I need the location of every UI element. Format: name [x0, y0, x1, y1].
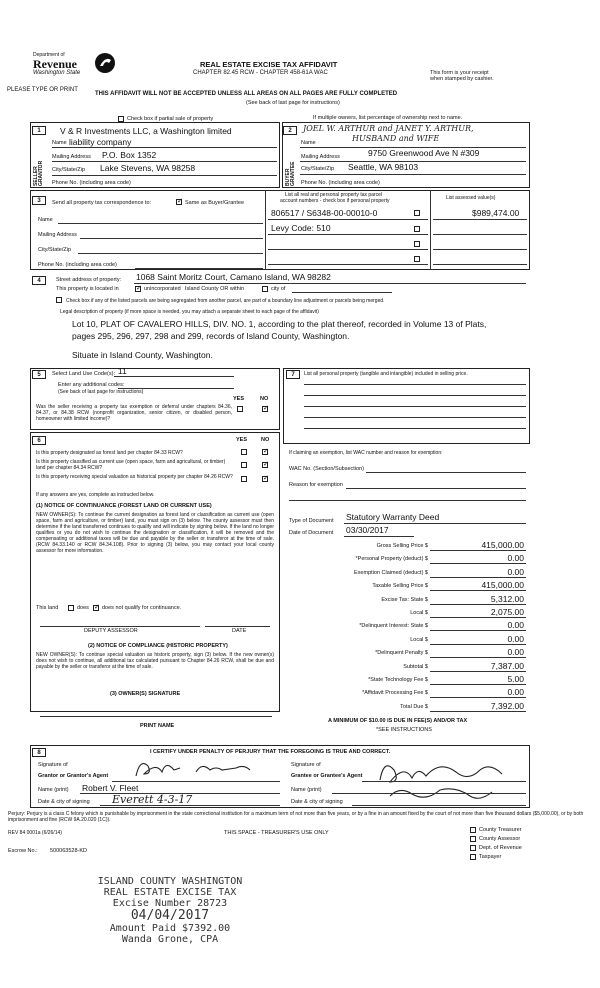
land-does-label: This land	[36, 605, 59, 611]
does-not-qualify-checkbox[interactable]	[93, 605, 99, 611]
buyer-side-label: BUYER GRANTEE	[285, 161, 296, 186]
buyer-phone-label: Phone No. (including area code)	[301, 180, 380, 186]
does-label: does	[77, 605, 89, 611]
section-5-no: NO	[260, 396, 269, 402]
tax-row-label: *Delinquent Penalty $	[375, 650, 428, 656]
tax-row-value[interactable]: 415,000.00	[481, 540, 524, 550]
grantee-signature-label-2: Grantee or Grantee's Agent	[291, 773, 363, 779]
seller-side-label: SELLER GRANTOR	[33, 160, 44, 186]
logo-state-text: Washington State	[33, 70, 81, 76]
buyer-handwritten-names-2[interactable]: HUSBAND and WIFE	[352, 134, 440, 143]
unincorporated-label: unincorporated	[144, 286, 181, 292]
section-6-number: 6	[32, 436, 46, 445]
exemption-yes-checkbox[interactable]	[237, 406, 243, 412]
seller-address-value[interactable]: P.O. Box 1352	[102, 150, 157, 160]
treasurer-space: THIS SPACE - TREASURER'S USE ONLY	[224, 830, 329, 836]
copy-assessor-checkbox[interactable]	[470, 836, 476, 842]
tax-row-value[interactable]: 0.00	[507, 553, 524, 563]
legal-description-line-3[interactable]: Situate in Island County, Washington.	[72, 350, 213, 360]
does-not-label: does not qualify for continuance.	[102, 605, 182, 611]
tax-row-value[interactable]: 7,387.00	[490, 661, 524, 671]
copy-taxpayer-label: Taxpayer	[479, 854, 502, 860]
current-use-yes-checkbox[interactable]	[241, 462, 247, 468]
tax-row-label: *Affidavit Processing Fee $	[362, 690, 428, 696]
document-date-label: Date of Document	[289, 530, 334, 536]
same-as-buyer-checkbox[interactable]	[176, 199, 182, 205]
tax-row-label: Local $	[410, 610, 428, 616]
assessed-1-value[interactable]: $989,474.00	[472, 208, 520, 218]
section-3-number: 3	[32, 196, 46, 205]
parcel-header-1: List all real and personal property tax parcel	[285, 192, 382, 198]
document-type-label: Type of Document	[289, 518, 334, 524]
escrow-value: 500063528-KD	[50, 848, 88, 854]
perjury-certify: I CERTIFY UNDER PENALTY OF PERJURY THAT THE FOREGOING IS TRUE AND CORRECT.	[150, 749, 391, 755]
seller-name-value[interactable]: V & R Investments LLC, a Washington limited	[60, 126, 232, 136]
section-7-number: 7	[286, 370, 300, 379]
assessor-date-label: DATE	[232, 628, 247, 634]
section-8-number: 8	[32, 748, 46, 757]
parcel-1-value[interactable]: 806517 / S6348-00-00010-0	[271, 208, 378, 218]
notice-2-body: NEW OWNER(S): To continue special valuation as historic property, sign (3) below. If the new owner(s) does not wish to continue, all additional tax calculated pursuant to Chapter 84.26 RCW, shall be due and payable by the seller or transferor at the time of sale.	[36, 652, 274, 670]
section-5-yes: YES	[233, 396, 245, 402]
section-6-yes: YES	[236, 437, 248, 443]
legal-description-line-1[interactable]: Lot 10, PLAT OF CAVALERO HILLS, DIV. NO. 1, according to the plat thereof, recorded in Volume 13 of Plats,	[72, 319, 487, 329]
copy-taxpayer-checkbox[interactable]	[470, 854, 476, 860]
seller-name-label: Name	[52, 140, 67, 146]
document-date-value[interactable]: 03/30/2017	[346, 525, 389, 535]
receipt-note-1: This form is your receipt	[430, 70, 489, 76]
notice-1-title: (1) NOTICE OF CONTINUANCE (FOREST LAND OR CURRENT USE)	[36, 503, 212, 509]
legal-description-label: Legal description of property (if more space is needed, you may attach a separate sheet to each page of the affidavit)	[60, 309, 319, 315]
wac-number-label: WAC No. (Section/Subsection)	[289, 466, 364, 472]
correspondence-label: Send all property tax correspondence to:	[52, 200, 152, 206]
reason-label: Reason for exemption	[289, 482, 343, 488]
seller-city-label: City/State/Zip	[52, 167, 86, 173]
grantor-name-label: Name (print)	[38, 787, 69, 793]
grantee-date-label: Date & city of signing	[291, 799, 343, 805]
historic-yes-checkbox[interactable]	[241, 476, 247, 482]
tax-row-value[interactable]: 7,392.00	[490, 701, 524, 711]
tax-row-label: Gross Selling Price $	[376, 543, 428, 549]
tax-row-value[interactable]: 0.00	[507, 634, 524, 644]
notice-2-title: (2) NOTICE OF COMPLIANCE (HISTORIC PROPERTY)	[88, 643, 228, 649]
grantor-date-label: Date & city of signing	[38, 799, 90, 805]
buyer-address-value[interactable]: 9750 Greenwood Ave N #309	[368, 148, 480, 158]
minimum-fee-note: A MINIMUM OF $10.00 IS DUE IN FEE(S) AND/OR TAX	[328, 718, 468, 724]
parcel-3-personal-checkbox[interactable]	[414, 241, 420, 247]
correspondence-phone-label: Phone No. (including area code)	[38, 262, 117, 268]
owner-signature-label: (3) OWNER(S) SIGNATURE	[110, 691, 181, 697]
forest-no-checkbox[interactable]	[262, 449, 268, 455]
exemption-no-checkbox[interactable]	[262, 406, 268, 412]
buyer-address-label: Mailing Address	[301, 154, 340, 160]
see-instructions-note: *SEE INSTRUCTIONS	[376, 727, 432, 733]
tax-row-label: *Delinquent Interest: State $	[359, 623, 428, 629]
parcel-1-personal-checkbox[interactable]	[414, 210, 420, 216]
current-use-no-checkbox[interactable]	[262, 462, 268, 468]
stamp-line-excise-number: Excise Number 28723	[112, 898, 228, 909]
section-6-no: NO	[261, 437, 270, 443]
city-of-label: city of	[271, 286, 286, 292]
form-title: REAL ESTATE EXCISE TAX AFFIDAVIT	[200, 60, 338, 69]
grantor-signature-label-1: Signature of	[38, 762, 68, 768]
land-use-value[interactable]: 11	[118, 366, 127, 376]
grantor-date-city[interactable]: Everett 4-3-17	[112, 793, 193, 806]
unincorporated-checkbox[interactable]	[135, 286, 141, 292]
city-checkbox[interactable]	[262, 286, 268, 292]
legal-description-line-2[interactable]: pages 295, 296, 297, 298 and 299, records of Island County, Washington.	[72, 331, 350, 341]
multiple-owners-note: If multiple owners, list percentage of ownership next to name.	[313, 115, 463, 121]
historic-no-checkbox[interactable]	[262, 476, 268, 482]
grantor-name-value[interactable]: Robert V. Fleet	[82, 783, 139, 793]
tax-row-value[interactable]: 0.00	[507, 620, 524, 630]
seller-phone-label: Phone No. (including area code)	[52, 180, 131, 186]
notice-1-body: NEW OWNER(S): To continue the current designation as forest land or classification as current use (open space, farm and agriculture, or timber) land, you must sign on (3) below. The county assessor must then determine if the land transferred continues to qualify and will indicate by signing below. If the land no longer qualifies or you do not wish to continue the designation or classification, it will be removed and the compensating or additional taxes will be due and payable by the seller or transferor at the time of sale. (RCW 84.33.140 or RCW 84.34.108). Prior to signing (3) below, you may contact your local county assessor for more information.	[36, 512, 274, 554]
parcel-2-value[interactable]: Levy Code: 510	[271, 223, 331, 233]
seller-name-value-2[interactable]: liability company	[69, 137, 132, 147]
grantor-signature-scribble	[126, 756, 266, 780]
document-type-value[interactable]: Statutory Warranty Deed	[346, 512, 440, 522]
form-warning: THIS AFFIDAVIT WILL NOT BE ACCEPTED UNLESS ALL AREAS ON ALL PAGES ARE FULLY COMPLETED	[95, 91, 398, 97]
grantee-signature-scribble	[360, 752, 520, 808]
buyer-city-label: City/State/Zip	[301, 166, 335, 172]
tax-row-value[interactable]: 5.00	[507, 674, 524, 684]
tax-row-value[interactable]: 0.00	[507, 567, 524, 577]
tax-row-label: Taxable Selling Price $	[372, 583, 428, 589]
section-4-number: 4	[32, 276, 46, 285]
forest-yes-checkbox[interactable]	[241, 449, 247, 455]
copy-treasurer-checkbox[interactable]	[470, 827, 476, 833]
personal-property-label: List all personal property (tangible and intangible) included in selling price.	[304, 371, 468, 377]
tax-row-label: Exemption Claimed (deduct) $	[354, 570, 428, 576]
type-or-print: PLEASE TYPE OR PRINT	[7, 87, 78, 93]
print-name-label: PRINT NAME	[140, 723, 175, 729]
grantor-signature-label-2: Grantor or Grantor's Agent	[38, 773, 109, 779]
county-text: Island County OR within	[185, 286, 244, 292]
tax-row-label: Subtotal $	[403, 664, 428, 670]
parcel-4-personal-checkbox[interactable]	[414, 256, 420, 262]
stamp-line-treasurer: Wanda Grone, CPA	[121, 934, 219, 945]
receipt-note-2: when stamped by cashier.	[430, 76, 494, 82]
tax-row-value[interactable]: 2,075.00	[490, 607, 524, 617]
dor-logo	[6, 50, 136, 84]
segregating-label: Check box if any of the listed parcels are being segregated from another parcel, are part of a boundary line adjustment or parcels being merged.	[66, 298, 385, 304]
section-1-number: 1	[32, 126, 46, 135]
seller-address-label: Mailing Address	[52, 154, 91, 160]
street-address-value[interactable]: 1068 Saint Moritz Court, Camano Island, WA 98282	[136, 272, 331, 282]
form-chapter: CHAPTER 82.45 RCW - CHAPTER 458-61A WAC	[193, 70, 328, 76]
current-use-question: Is this property classified as current use (open space, farm and agricultural, or timber) land per chapter 84.34 RCW?	[36, 459, 226, 471]
deputy-assessor-label: DEPUTY ASSESSOR	[84, 628, 138, 634]
buyer-handwritten-names[interactable]: JOEL W. ARTHUR and JANET Y. ARTHUR,	[303, 124, 474, 133]
section-5-number: 5	[32, 370, 46, 379]
tax-row-value[interactable]: 415,000.00	[481, 580, 524, 590]
street-address-label: Street address of property:	[56, 277, 122, 283]
correspondence-name-label: Name	[38, 217, 53, 223]
tax-row-label: Local $	[410, 637, 428, 643]
tax-row-label: Excise Tax: State $	[381, 597, 428, 603]
exemption-question: Was the seller receiving a property tax exemption or deferral under chapters 84.36, 84.37, or 84.38 RCW (nonprofit organization, senior citizen, or disabled person, homeowner with limited income)?	[36, 404, 232, 422]
copy-assessor-label: County Assessor	[479, 836, 521, 842]
seller-city-value[interactable]: Lake Stevens, WA 98258	[100, 163, 196, 173]
any-yes-note: If any answers are yes, complete as instructed below.	[36, 492, 155, 498]
logo-revenue-text: Revenue	[33, 57, 77, 71]
perjury-notice: Perjury: Perjury is a class C felony which is punishable by imprisonment in the state correctional institution for a maximum term of not more than five years, or by a fine in an amount fixed by the court of not more than five thousand dollars ($5,000.00), or by both imprisonment and fine (RCW 9A.20.020 (1C)).	[8, 811, 584, 823]
copy-treasurer-label: County Treasurer	[479, 827, 522, 833]
tax-row-value[interactable]: 0.00	[507, 647, 524, 657]
grantee-signature-label-1: Signature of	[291, 762, 321, 768]
grantee-name-label: Name (print)	[291, 787, 322, 793]
buyer-city-value[interactable]: Seattle, WA 98103	[348, 162, 419, 172]
dor-logo-icon	[94, 52, 116, 74]
tax-row-label: *Personal Property (deduct) $	[355, 556, 428, 562]
stamp-line-date: 04/04/2017	[130, 908, 210, 923]
correspondence-address-label: Mailing Address	[38, 232, 77, 238]
assessed-header: List assessed value(s)	[446, 195, 496, 201]
same-as-buyer-label: Same as Buyer/Grantee	[185, 200, 245, 206]
stamp-line-county: ISLAND COUNTY WASHINGTON	[97, 876, 243, 887]
land-use-label: Select Land Use Code(s):	[52, 371, 115, 377]
form-warning-sub: (See back of last page for instructions)	[246, 100, 340, 106]
exemption-wac-label: If claiming an exemption, list WAC number and reason for exemption:	[289, 450, 443, 456]
copy-dor-checkbox[interactable]	[470, 845, 476, 851]
rev-number: REV 84 0001a (6/26/14)	[8, 830, 62, 836]
historic-question: Is this property receiving special valuation as historical property per chapter 84.26 RCW?	[36, 474, 233, 480]
tax-row-label: *State Technology Fee $	[368, 677, 428, 683]
treasurer-stamp	[70, 876, 270, 945]
logo-dept-text: Department of	[33, 52, 65, 58]
tax-row-value[interactable]: 5,312.00	[490, 594, 524, 604]
tax-row-value[interactable]: 0.00	[507, 687, 524, 697]
located-text: This property is located in	[56, 286, 119, 292]
partial-sale-label: Check box if partial sale of property	[127, 116, 214, 122]
tax-row-label: Total Due $	[400, 704, 428, 710]
buyer-name-label: Name	[301, 140, 316, 146]
stamp-line-tax: REAL ESTATE EXCISE TAX	[103, 887, 237, 898]
section-2-number: 2	[283, 126, 297, 135]
additional-codes-sub: (See back of last page for instructions)	[58, 389, 144, 395]
additional-codes-label: Enter any additional codes:	[58, 382, 125, 388]
stamp-line-amount: Amount Paid $7392.00	[109, 923, 231, 934]
correspondence-city-label: City/State/Zip	[38, 247, 72, 253]
parcel-2-personal-checkbox[interactable]	[414, 226, 420, 232]
segregating-checkbox[interactable]	[56, 297, 62, 303]
forest-land-question: Is this property designated as forest land per chapter 84.33 RCW?	[36, 450, 183, 456]
escrow-label: Escrow No.:	[8, 848, 38, 854]
copy-dor-label: Dept. of Revenue	[479, 845, 522, 851]
parcel-header-2: account numbers - check box if personal property	[280, 198, 390, 204]
does-qualify-checkbox[interactable]	[68, 605, 74, 611]
